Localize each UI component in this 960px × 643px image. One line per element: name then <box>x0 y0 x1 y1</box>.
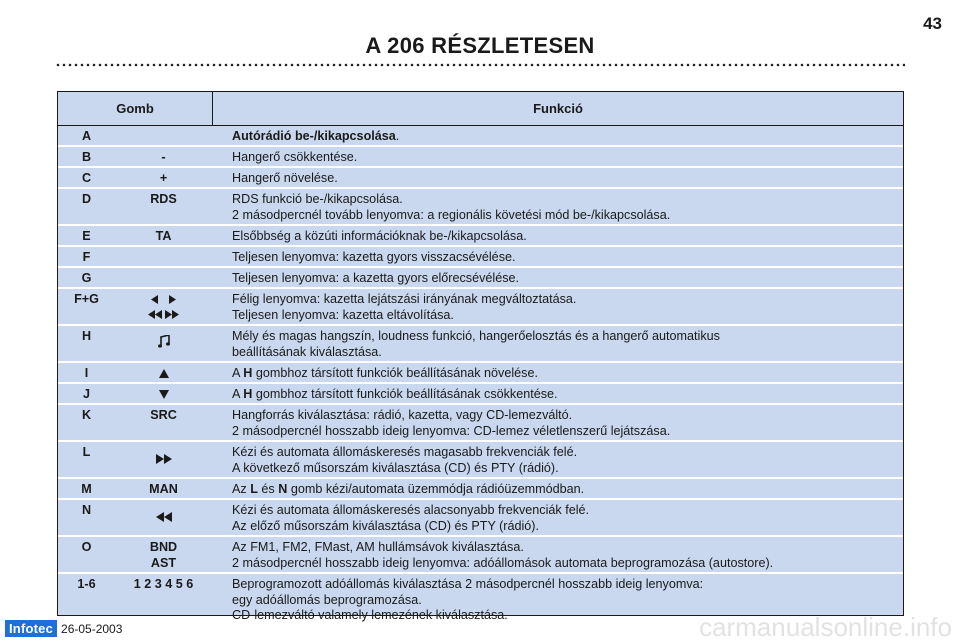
watermark: carmanualsonline.info <box>699 612 952 642</box>
triangle-down-icon <box>159 390 169 399</box>
row-function: Hangerő növelése. <box>232 171 338 185</box>
row-letter: A <box>81 129 92 143</box>
rewind-icon <box>148 310 162 319</box>
table-row <box>58 537 903 574</box>
row-function: Kézi és automata állomáskeresés alacsonyabb frekvenciák felé. Az előző műsorszám kiválasztása (CD) és PTY (rádió). <box>232 503 590 533</box>
row-key: TA <box>155 229 172 243</box>
row-key <box>115 363 212 382</box>
table-row <box>58 405 903 442</box>
row-function: Mély és magas hangszín, loudness funkció, hangerőelosztás és a hangerő automatikus beállításának kiválasztása. <box>232 329 720 359</box>
rewind-icon <box>156 512 172 522</box>
row-letter: L <box>82 445 91 459</box>
row-function: Félig lenyomva: kazetta lejátszási irányának megváltoztatása. Teljesen lenyomva: kazetta eltávolítása. <box>232 292 577 322</box>
table-row <box>58 500 903 537</box>
row-key: - <box>161 150 166 164</box>
row-key <box>115 326 212 361</box>
row-letter: K <box>81 408 92 422</box>
table-row <box>58 247 903 268</box>
music-note-icon <box>158 335 170 349</box>
row-letter: C <box>81 171 92 185</box>
row-key <box>115 384 212 403</box>
row-function: A H gombhoz társított funkciók beállításának növelése. <box>232 366 538 380</box>
page-footer <box>5 620 122 637</box>
arrow-right-icon <box>168 295 176 304</box>
fast-forward-icon <box>156 454 172 464</box>
table-row <box>58 384 903 405</box>
row-key: BND AST <box>149 540 178 570</box>
table-row <box>58 189 903 226</box>
row-letter: H <box>81 329 92 343</box>
row-function: Hangerő csökkentése. <box>232 150 358 164</box>
row-letter: G <box>81 271 92 285</box>
table-header <box>58 92 903 126</box>
button-function-table <box>57 91 904 622</box>
row-letter: J <box>82 387 90 401</box>
row-letter: I <box>84 366 89 380</box>
row-key <box>115 247 212 266</box>
arrow-left-icon <box>151 295 159 304</box>
row-letter: F <box>82 250 91 264</box>
row-function: Az L és N gomb kézi/automata üzemmódja rádióüzemmódban. <box>232 482 585 496</box>
table-row <box>58 363 903 384</box>
row-letter: M <box>81 482 92 496</box>
row-key: RDS <box>150 192 177 206</box>
table-row <box>58 168 903 189</box>
row-letter: 1-6 <box>77 577 96 591</box>
table-row <box>58 268 903 289</box>
row-function: Autórádió be-/kikapcsolása. <box>232 129 400 143</box>
row-function: Beprogramozott adóállomás kiválasztása 2 másodpercnél hosszabb ideig lenyomva: egy adóállomás beprogramozása. CD-lemezváltó valamely lemezének kiválasztása. <box>232 577 704 622</box>
row-key: SRC <box>150 408 177 422</box>
header-button: Gomb <box>58 92 213 125</box>
row-letter: B <box>81 150 92 164</box>
table-row <box>58 442 903 479</box>
row-function: Teljesen lenyomva: kazetta gyors visszacsévélése. <box>232 250 516 264</box>
row-function: Teljesen lenyomva: a kazetta gyors előrecsévélése. <box>232 271 520 285</box>
table-row <box>58 147 903 168</box>
row-function: Hangforrás kiválasztása: rádió, kazetta, vagy CD-lemezváltó. 2 másodpercnél hosszabb ideig lenyomva: CD-lemez véletlenszerű lejátszása. <box>232 408 671 438</box>
row-key <box>115 126 212 145</box>
row-key: 1 2 3 4 5 6 <box>133 577 194 591</box>
row-key: + <box>159 171 168 185</box>
row-function: Elsőbbség a közúti információknak be-/kikapcsolása. <box>232 229 527 243</box>
row-function: RDS funkció be-/kikapcsolása. 2 másodpercnél tovább lenyomva: a regionális követési mód be-/kikapcsolása. <box>232 192 671 222</box>
page-number: 43 <box>923 14 942 33</box>
fast-forward-icon <box>165 310 179 319</box>
table-row <box>58 289 903 326</box>
header-function: Funkció <box>533 101 583 116</box>
footer-date: 26-05-2003 <box>61 621 123 636</box>
row-key <box>115 442 212 477</box>
row-key: MAN <box>149 482 178 496</box>
table-row <box>58 126 903 147</box>
dotted-divider <box>55 63 905 67</box>
row-letter: E <box>82 229 91 243</box>
page-title: A 206 RÉSZLETESEN <box>365 33 595 58</box>
row-letter: O <box>81 540 92 554</box>
triangle-up-icon <box>159 369 169 378</box>
infotec-logo: Infotec <box>5 620 57 637</box>
row-function: Az FM1, FM2, FMast, AM hullámsávok kiválasztása. 2 másodpercnél hosszabb ideig lenyomva: adóállomások automata beprogramozása (autostore). <box>232 540 774 570</box>
row-letter: N <box>81 503 92 517</box>
row-key <box>115 500 212 535</box>
row-key <box>115 268 212 287</box>
table-row <box>58 479 903 500</box>
row-key <box>115 289 212 324</box>
row-function: A H gombhoz társított funkciók beállításának csökkentése. <box>232 387 558 401</box>
row-letter: F+G <box>74 292 99 306</box>
row-letter: D <box>81 192 92 206</box>
table-row <box>58 326 903 363</box>
row-function: Kézi és automata állomáskeresés magasabb frekvenciák felé. A következő műsorszám kiválasztása (CD) és PTY (rádió). <box>232 445 578 475</box>
table-row <box>58 226 903 247</box>
